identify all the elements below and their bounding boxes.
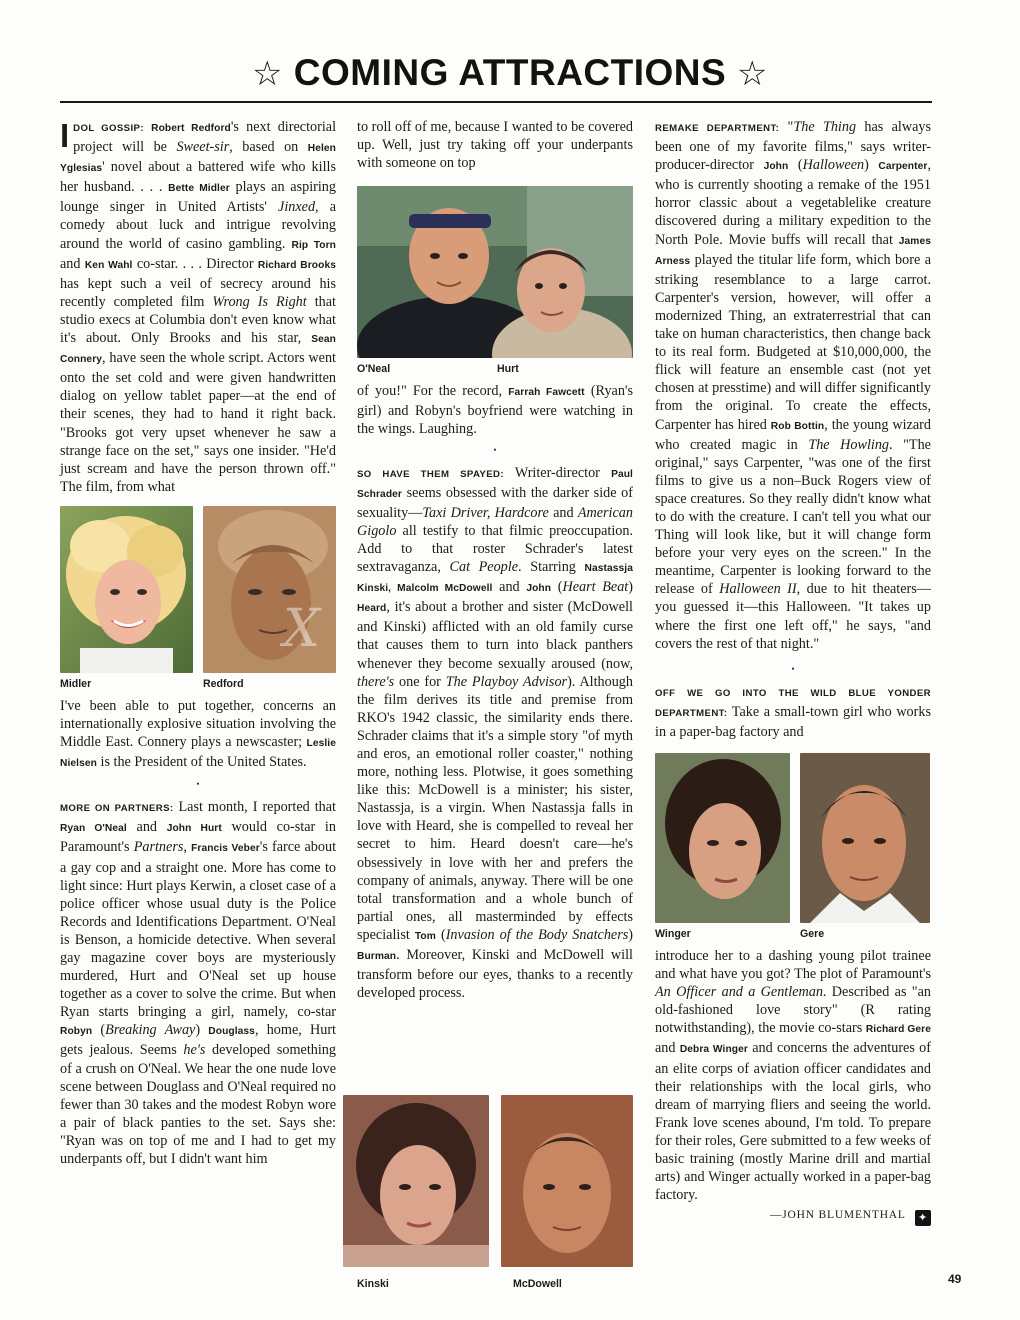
person-name: Robert Redford xyxy=(151,123,231,134)
text-run: ) xyxy=(628,579,633,596)
person-name: Helen Yglesias xyxy=(60,143,336,175)
star-right-icon: ☆ xyxy=(736,55,768,93)
person-name: Rob Bottin xyxy=(770,420,825,432)
midler-portrait-image xyxy=(60,506,193,673)
caption-kinski: Kinski xyxy=(357,1278,389,1290)
person-name: Farrah Fawcett xyxy=(508,387,585,399)
person-name: Carpenter xyxy=(878,161,928,173)
person-name: Sean Connery xyxy=(60,334,336,366)
gere-portrait-image xyxy=(800,753,930,923)
column-3 xyxy=(655,118,931,1226)
column-1 xyxy=(60,118,336,1168)
text-run: " xyxy=(779,119,794,135)
person-name: James Arness xyxy=(655,235,931,267)
captions-winger-gere xyxy=(655,927,931,941)
text-run: and xyxy=(548,504,578,521)
section-kicker: DOL GOSSIP: xyxy=(73,123,144,134)
text-run: ' novel about a battered wife who kills her husband. . . . xyxy=(60,159,336,196)
text-run: plays an aspiring lounge singer in United Artists' xyxy=(60,179,336,216)
mcdowell-photo xyxy=(501,1095,633,1267)
person-name: Burman xyxy=(357,951,397,962)
title-italic: Sweet-sir xyxy=(176,139,230,156)
paragraph-idol-gossip xyxy=(60,118,336,496)
paragraph-spayed xyxy=(357,464,633,1003)
mcdowell-portrait-image xyxy=(501,1095,633,1267)
text-run: , it's about a brother and sister (McDowell and Kinski) afflicted with an old family curse that causes them to turn into black panthers whenever they become sexually aroused (now, xyxy=(357,599,633,672)
text-run: and xyxy=(60,255,85,272)
title-italic: The Howling xyxy=(808,436,890,453)
text-run: , due to hit theaters—you guessed it—this Halloween. "It takes up where the first one left off," he says, "and covers the rest of that night." xyxy=(655,581,931,652)
star-left-icon: ☆ xyxy=(252,55,284,93)
paragraph-officer-gentleman xyxy=(655,947,931,1204)
text-run: 's farce about a gay cop and a straight one. More has come to light since: Hurt plays Kerwin, a closet case of a police officer whose usual duty is the Police Records and Identifications Department. O'Neal is Benson, a homicide detective. When several gay magazine cover boys are mysteriously murdered, Hurt and O'Neal set up house together as a cover to solve the crime. But when Ryan starts bringing a girl, namely, co-star xyxy=(60,839,337,1021)
text-run: to roll off of me, because I wanted to be covered up. Well, just try taking off your underpants with someone on top xyxy=(357,119,633,172)
text-run: . Starring xyxy=(518,559,585,576)
title-italic: Halloween II xyxy=(719,581,797,598)
page-title xyxy=(0,52,1020,94)
text-run: , the young wizard who created magic in xyxy=(655,416,931,453)
rich-text xyxy=(60,698,336,770)
caption-oneal: O'Neal xyxy=(357,363,391,376)
photo-oneal-hurt xyxy=(357,186,633,358)
midler-photo xyxy=(60,506,193,673)
page-number: 49 xyxy=(948,1272,962,1286)
column-2 xyxy=(357,118,633,1002)
title-italic: The Playboy Advisor xyxy=(445,673,568,690)
title-italic: he's xyxy=(183,1042,206,1059)
text-run: and xyxy=(492,579,527,596)
text-run: of you!" For the record, xyxy=(357,383,509,400)
person-name: Ken Wahl xyxy=(84,259,133,271)
oneal-hurt-image xyxy=(357,186,633,358)
title-italic: Wrong Is Right xyxy=(212,293,307,310)
caption-hurt: Hurt xyxy=(497,363,519,376)
rich-text xyxy=(655,948,931,1203)
byline-text: —JOHN BLUMENTHAL xyxy=(769,1209,906,1222)
playboy-rabbit-icon: ✦ xyxy=(915,1210,931,1226)
person-name: Heard xyxy=(357,603,387,615)
text-run: introduce her to a dashing young pilot trainee and what have you got? The plot of Paramount's xyxy=(655,948,931,983)
section-kicker: MORE ON PARTNERS: xyxy=(60,803,174,815)
paragraph-continued-quote xyxy=(357,118,633,172)
photo-row-winger-gere xyxy=(655,753,931,923)
kinski-portrait-image xyxy=(343,1095,489,1267)
person-name: John xyxy=(526,583,552,595)
person-name: Douglass xyxy=(208,1026,255,1038)
photo-row-midler-redford xyxy=(60,506,336,673)
text-run: and xyxy=(655,1040,680,1057)
text-run: ) xyxy=(864,157,879,174)
text-run: . "The original," says Carpenter, "was one of the first films to give us a non–Buck Rogers view of space creatures. So they really didn't know what to do with the creature. I can't tell you what our Thing will look like, but it will change form before your very eyes on the screen." In the meantime, Carpenter is looking forward to the release of xyxy=(655,436,931,598)
text-run: and xyxy=(126,819,167,836)
caption-mcdowell: McDowell xyxy=(513,1278,562,1290)
text-run: ). Although the film derives its title and premise from RKO's 1942 classic, the similarity ends there. Schrader claims that it's a simple story "of myth and eros, an emotional roller coaster," nothing more, nothing less. Plotwise, it goes something like this: McDowell is a minister; his sister, Nastassja, is a virgin. When Nastassja falls in love with Heard, she is compelled to reveal her secret to him. Heard doesn't care—he's obsessively in love with her and prefers the company of animals, anyway. There will be one total transformation and a whole bunch of partial ones, all masterminded by effects specialist xyxy=(357,673,633,943)
text-run: played the titular life form, which bore a striking resemblance to a large carrot. Carpenter's version, however, will offer a modernized Thing, an extraterrestrial that can take on human characteristics, then change back to its real form. Budgeted at $10,000,000, the flick will feature an ensemble cast (not yet chosen at presstime) and will differ significantly from the original. To create the effects, Carpenter has hired xyxy=(655,251,931,433)
person-name: Francis Veber xyxy=(191,843,260,855)
text-run: ( xyxy=(551,579,563,596)
text-run: . Moreover, Kinski and McDowell will transform before our eyes, thanks to a recently developed process. xyxy=(357,947,633,1002)
text-run: , based on xyxy=(229,139,308,156)
captions-oneal-hurt xyxy=(357,362,633,376)
paragraph-for-the-record xyxy=(357,382,633,438)
rich-text xyxy=(357,465,633,1002)
text-run: . Described as "an old-fashioned love story" (R rating notwithstanding), the movie co-stars xyxy=(655,984,931,1037)
person-name: Leslie Nielsen xyxy=(60,738,336,770)
svg-text:X: X xyxy=(283,598,321,659)
captions-kinski-mcdowell xyxy=(343,1277,633,1291)
oneal-hurt-photo xyxy=(357,186,633,358)
winger-portrait-image xyxy=(655,753,790,923)
text-run: that studio execs at Columbia don't even know what it's about. Only Brooks and his star, xyxy=(60,293,336,347)
caption-midler: Midler xyxy=(60,677,92,690)
title-text: COMING ATTRACTIONS xyxy=(293,52,727,93)
title-italic: Partners xyxy=(133,839,184,856)
section-kicker: REMAKE DEPARTMENT: xyxy=(655,123,780,134)
caption-gere: Gere xyxy=(800,928,825,940)
text-run: (Ryan's girl) and Robyn's boyfriend were watching in the wings. Laughing. xyxy=(357,383,634,438)
paragraph-continued xyxy=(60,697,336,773)
person-name: Ryan O'Neal xyxy=(60,823,127,835)
title-italic: Taxi Driver, Hardcore xyxy=(422,504,549,521)
text-run: Last month, I reported that xyxy=(173,799,337,816)
text-run: , a comedy about luck and intrigue revolving around the world of casino gambling. xyxy=(60,199,336,252)
redford-photo xyxy=(203,506,336,673)
drop-cap: I xyxy=(60,117,70,154)
text-run: co-star. . . . Director xyxy=(132,255,258,272)
paragraph-remake xyxy=(655,118,931,653)
rich-text xyxy=(655,684,931,740)
section-kicker: SO HAVE THEM SPAYED: xyxy=(357,468,504,480)
text-run: ( xyxy=(788,157,803,174)
rich-text xyxy=(655,119,931,652)
section-kicker: OFF WE GO INTO THE WILD BLUE YONDER DEPARTMENT: xyxy=(655,687,931,719)
person-name: Tom xyxy=(414,930,436,942)
title-italic: American Gigolo xyxy=(357,504,633,539)
text-run: developed something of a crush on O'Neal. We hear the one nude love scene between Douglass and O'Neal required no fewer than 30 takes and the modest Robyn wore a pair of black panties to the set. Says she: "Ryan was on top of me and I had to get my underpants off, but I didn't want him xyxy=(60,1042,336,1168)
title-italic: Breaking Away xyxy=(105,1022,196,1039)
person-name: John xyxy=(763,161,789,173)
person-name: Rip Torn xyxy=(291,239,337,251)
rich-text xyxy=(60,119,336,495)
person-name: Debra Winger xyxy=(679,1044,748,1056)
photo-row-kinski-mcdowell xyxy=(343,1095,633,1267)
person-name: Paul Schrader xyxy=(357,468,633,500)
text-run: seems obsessed with the darker side of sexuality— xyxy=(357,484,633,521)
text-run: 's next directorial project will be xyxy=(73,119,337,156)
person-name: Richard Brooks xyxy=(257,259,336,271)
text-run: , have seen the whole script. Actors went onto the set cold and were given handwritten dialog on yellow tablet paper—at the end of their scenes, they had to hand it right back. "Brooks got very upset whenever he saw a strange face on the set," says one insider. "He'd just scream and have the person thrown off." The film, from what xyxy=(60,350,336,495)
text-run: and concerns the adventures of an elite corps of aviation officer candidates and their relationships with the local girls, who dream of marrying fliers and seeing the world. Frank love scenes abound, I'm told. To prepare for their roles, Gere submitted to a few weeks of basic training (mostly Marine drill and martial arts) and Winger actually worked in a paper-bag factory. xyxy=(655,1040,931,1204)
text-run: ) xyxy=(628,926,633,943)
gere-photo xyxy=(800,753,930,923)
text-run: ( xyxy=(92,1022,106,1039)
text-run: all testify to that filmic preoccupation. Add to that roster Schrader's latest sextravaganza, xyxy=(357,522,633,576)
rich-text xyxy=(357,383,633,437)
text-run: Take a small-town girl who works in a paper-bag factory and xyxy=(655,703,931,740)
title-italic: An Officer and a Gentleman xyxy=(655,984,823,1001)
person-name: Bette Midler xyxy=(168,183,230,195)
title-italic: Halloween xyxy=(802,157,865,174)
text-run: has always been one of my favorite films," says writer-producer-director xyxy=(655,119,932,174)
text-run: would co-star in Paramount's xyxy=(60,819,336,856)
title-italic: Jinxed xyxy=(278,199,316,216)
title-rule xyxy=(60,101,932,103)
kinski-photo xyxy=(343,1095,489,1267)
redford-portrait-image xyxy=(203,506,336,673)
text-run: has kept such a veil of secrecy around his recently completed film xyxy=(60,275,336,310)
rich-text xyxy=(60,799,336,1167)
text-run: , who is currently shooting a remake of the 1951 horror classic about a vegetablelike creature discovered during a military expedition to the North Pole. Movie buffs will recall that xyxy=(655,157,931,248)
title-italic: there's xyxy=(357,673,395,690)
section-divider: • xyxy=(196,779,200,790)
title-italic: Invasion of the Body Snatchers xyxy=(445,926,629,943)
section-divider: • xyxy=(791,663,795,674)
person-name: Nastassja Kinski, Malcolm McDowell xyxy=(357,563,633,595)
title-italic: Cat People xyxy=(449,559,519,576)
title-italic: Heart Beat xyxy=(562,579,629,596)
text-run: Writer-director xyxy=(503,464,612,481)
text-run: ) xyxy=(195,1022,209,1039)
person-name: Richard Gere xyxy=(865,1024,931,1036)
text-run: one for xyxy=(394,673,446,690)
text-run: I've been able to put together, concerns an internationally explosive situation involving the Middle East. Connery plays a newscaster; xyxy=(60,697,336,751)
person-name: John Hurt xyxy=(166,823,222,835)
winger-photo xyxy=(655,753,790,923)
caption-redford: Redford xyxy=(203,677,244,690)
text-run: ( xyxy=(435,926,446,943)
section-divider: • xyxy=(493,444,497,455)
rich-text xyxy=(357,119,633,171)
text-run: is the President of the United States. xyxy=(96,754,307,771)
byline xyxy=(655,1206,931,1226)
caption-winger: Winger xyxy=(655,928,691,940)
paragraph-partners xyxy=(60,798,336,1168)
paragraph-blue-yonder xyxy=(655,683,931,741)
text-run: , xyxy=(183,839,192,856)
title-italic: The Thing xyxy=(793,119,857,135)
captions-midler-redford xyxy=(60,677,336,691)
text-run: , home, Hurt gets jealous. Seems xyxy=(60,1022,337,1059)
photo-block-kinski-mcdowell xyxy=(343,1095,633,1297)
person-name: Robyn xyxy=(60,1026,93,1038)
